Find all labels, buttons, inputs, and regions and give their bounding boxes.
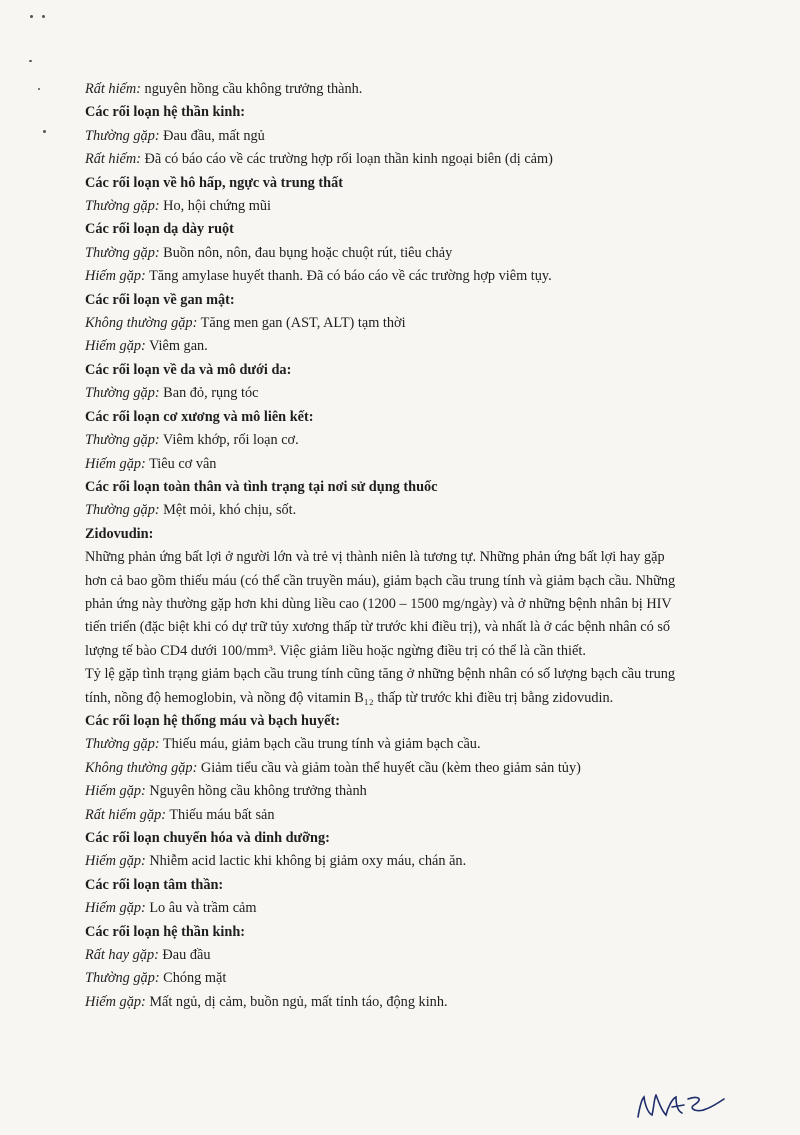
paragraph	[85, 663, 750, 710]
section-heading: Zidovudin:	[85, 525, 154, 542]
frequency-label: Thường gặp:	[85, 385, 160, 402]
item-text: nguyên hồng cầu không trưởng thành.	[140, 81, 363, 97]
frequency-item	[85, 780, 750, 803]
frequency-item	[85, 78, 750, 101]
frequency-item	[85, 429, 750, 452]
frequency-label: Không thường gặp:	[85, 759, 198, 776]
frequency-label: Hiếm gặp:	[85, 268, 146, 285]
scan-mark	[43, 130, 46, 133]
section-heading: Các rối loạn cơ xương và mô liên kết:	[85, 408, 314, 425]
frequency-label: Không thường gặp:	[85, 315, 198, 332]
frequency-label: Thường gặp:	[85, 198, 160, 215]
section-heading: Các rối loạn dạ dày ruột	[85, 221, 234, 238]
frequency-item	[85, 991, 750, 1014]
document-page	[85, 78, 750, 1014]
frequency-label: Hiếm gặp:	[85, 455, 146, 472]
item-text: Giảm tiểu cầu và giảm toàn thể huyết cầu (kèm theo giảm sản tủy)	[197, 759, 581, 776]
scan-mark	[42, 15, 45, 18]
paragraph-line: tiến triển (đặc biệt khi có dự trữ tủy xương thấp từ trước khi điều trị), và nhất là ở các bệnh nhân có số	[85, 619, 671, 636]
item-text: Buồn nôn, nôn, đau bụng hoặc chuột rút, tiêu chảy	[159, 244, 453, 261]
frequency-item	[85, 125, 750, 148]
scan-mark	[38, 88, 40, 90]
paragraph-line: phản ứng này thường gặp hơn khi dùng liều cao (1200 – 1500 mg/ngày) và ở những bệnh nhân bị HIV	[85, 595, 672, 612]
item-text: Nhiễm acid lactic khi không bị giảm oxy máu, chán ăn.	[145, 853, 467, 870]
frequency-label: Hiếm gặp:	[85, 993, 146, 1010]
paragraph	[85, 546, 750, 663]
frequency-item	[85, 382, 750, 405]
item-text: Thiếu máu bất sản	[166, 806, 275, 823]
item-text: Tăng men gan (AST, ALT) tạm thời	[197, 315, 406, 332]
item-text: Đau đầu, mất ngủ	[159, 127, 265, 144]
frequency-label: Thường gặp:	[85, 736, 160, 753]
frequency-item	[85, 897, 750, 920]
frequency-item	[85, 148, 750, 171]
frequency-label: Hiếm gặp:	[85, 900, 146, 917]
item-text: Thiếu máu, giảm bạch cầu trung tính và giảm bạch cầu.	[159, 736, 481, 753]
frequency-label: Thường gặp:	[85, 502, 160, 519]
frequency-label: Hiếm gặp:	[85, 853, 146, 870]
frequency-item	[85, 195, 750, 218]
item-text: Tiêu cơ vân	[145, 455, 217, 472]
frequency-item	[85, 944, 750, 967]
item-text: Tăng amylase huyết thanh. Đã có báo cáo về các trường hợp viêm tụy.	[145, 268, 552, 285]
frequency-label: Thường gặp:	[85, 432, 160, 449]
item-text: Viêm khớp, rối loạn cơ.	[159, 432, 299, 449]
frequency-label: Hiếm gặp:	[85, 783, 146, 800]
frequency-label: Thường gặp:	[85, 970, 160, 987]
frequency-item	[85, 335, 750, 358]
item-text: Lo âu và trầm cảm	[145, 900, 257, 917]
section-heading: Các rối loạn hệ thần kinh:	[85, 923, 246, 940]
item-text: Nguyên hồng cầu không trưởng thành	[145, 783, 367, 800]
section-heading: Các rối loạn toàn thân và tình trạng tại nơi sử dụng thuốc	[85, 478, 438, 495]
section-heading: Các rối loạn hệ thống máu và bạch huyết:	[85, 712, 340, 729]
item-text: Mất ngủ, dị cảm, buồn ngủ, mất tỉnh táo, động kinh.	[145, 993, 448, 1010]
frequency-label: Thường gặp:	[85, 244, 160, 261]
item-text: Viêm gan.	[145, 338, 208, 355]
section-heading: Các rối loạn chuyển hóa và dinh dưỡng:	[85, 830, 330, 846]
frequency-item	[85, 242, 750, 265]
frequency-item	[85, 850, 750, 873]
section-heading: Các rối loạn về da và mô dưới da:	[85, 361, 292, 378]
frequency-label: Thường gặp:	[85, 127, 160, 144]
frequency-item	[85, 312, 750, 335]
paragraph-line: tính, nồng độ hemoglobin, và nồng độ vitamin B₁₂ thấp từ trước khi điều trị bằng zidovudin.	[85, 689, 614, 706]
section-heading: Các rối loạn tâm thần:	[85, 876, 224, 893]
frequency-item	[85, 499, 750, 522]
frequency-label: Rất hiếm:	[85, 81, 141, 97]
frequency-label: Rất hay gặp:	[85, 947, 159, 964]
frequency-item	[85, 453, 750, 476]
frequency-label: Rất hiếm:	[85, 151, 141, 168]
scan-mark	[29, 60, 32, 62]
section-heading: Các rối loạn về hô hấp, ngực và trung thất	[85, 174, 343, 191]
item-text: Chóng mặt	[159, 970, 227, 987]
item-text: Mệt mỏi, khó chịu, sốt.	[159, 502, 297, 519]
handwritten-signature	[632, 1085, 727, 1125]
item-text: Đau đầu	[158, 947, 211, 964]
frequency-item	[85, 757, 750, 780]
frequency-label: Hiếm gặp:	[85, 338, 146, 355]
section-heading: Các rối loạn về gan mật:	[85, 291, 235, 308]
item-text: Ho, hội chứng mũi	[159, 198, 272, 215]
paragraph-line: Những phản ứng bất lợi ở người lớn và trẻ vị thành niên là tương tự. Những phản ứng bất lợi hay gặp	[85, 549, 665, 566]
paragraph-line: lượng tế bào CD4 dưới 100/mm³. Việc giảm liều hoặc ngừng điều trị có thể là cần thiết.	[85, 642, 586, 659]
frequency-label: Rất hiếm gặp:	[85, 806, 166, 823]
frequency-item	[85, 265, 750, 288]
scan-mark	[30, 15, 33, 18]
frequency-item	[85, 804, 750, 827]
frequency-item	[85, 967, 750, 990]
item-text: Đã có báo cáo về các trường hợp rối loạn thần kinh ngoại biên (dị cảm)	[140, 151, 553, 168]
paragraph-line: hơn cả bao gồm thiếu máu (có thể cần truyền máu), giảm bạch cầu trung tính và giảm bạch cầu. Những	[85, 572, 676, 589]
paragraph-line: Tỷ lệ gặp tình trạng giảm bạch cầu trung tính cũng tăng ở những bệnh nhân có số lượng bạch cầu trung	[85, 666, 676, 683]
item-text: Ban đỏ, rụng tóc	[159, 385, 259, 402]
section-heading: Các rối loạn hệ thần kinh:	[85, 104, 246, 121]
frequency-item	[85, 733, 750, 756]
